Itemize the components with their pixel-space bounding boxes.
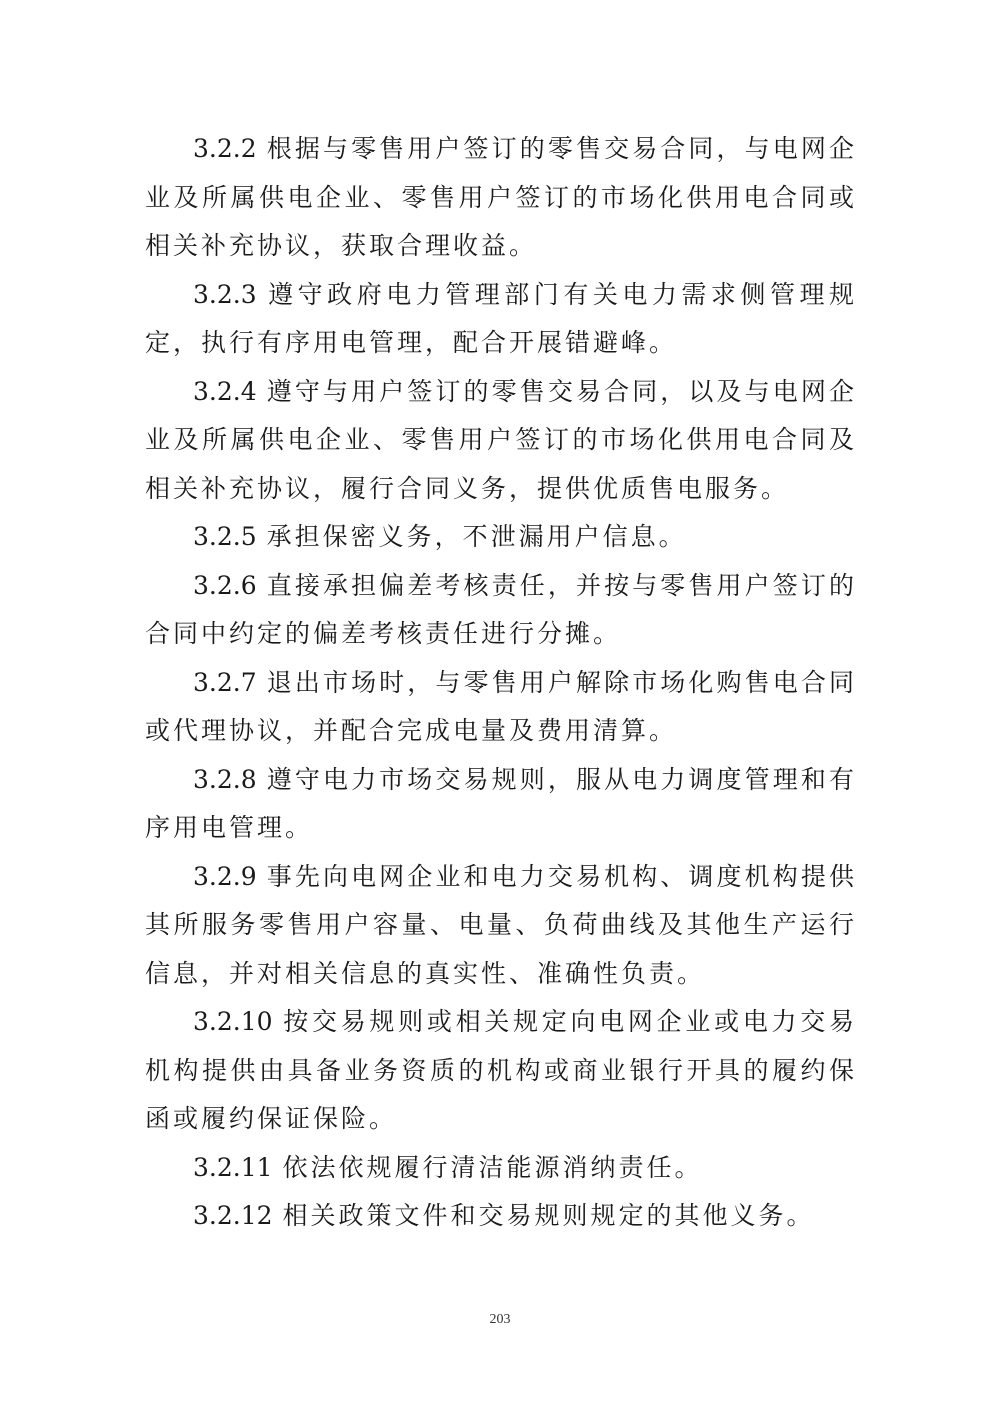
clause-3-2-6 — [145, 562, 857, 659]
clause-3-2-4 — [145, 368, 857, 514]
clause-number: 3.2.8 — [193, 764, 257, 794]
clause-3-2-5 — [145, 513, 857, 562]
clause-number: 3.2.9 — [193, 861, 257, 891]
clause-number: 3.2.10 — [193, 1007, 273, 1036]
clause-text: 遵守电力市场交易规则，服从电力调度管理和有序用电管理。 — [145, 764, 857, 842]
clause-text: 根据与零售用户签订的零售交易合同，与电网企业及所属供电企业、零售用户签订的市场化供用电合同或相关补充协议，获取合理收益。 — [145, 134, 857, 260]
clause-3-2-3 — [145, 271, 857, 368]
clause-text: 退出市场时，与零售用户解除市场化购售电合同或代理协议，并配合完成电量及费用清算。 — [145, 667, 857, 745]
clause-text: 按交易规则或相关规定向电网企业或电力交易机构提供由具备业务资质的机构或商业银行开具的履约保函或履约保证保险。 — [145, 1007, 857, 1133]
clause-3-2-11 — [145, 1144, 857, 1193]
clause-3-2-12 — [145, 1192, 857, 1241]
clause-3-2-7 — [145, 659, 857, 756]
clause-number: 3.2.3 — [193, 279, 257, 309]
page-number: 203 — [489, 1312, 511, 1327]
clause-3-2-8 — [145, 756, 857, 853]
clause-3-2-2 — [145, 125, 857, 271]
clause-text: 承担保密义务，不泄漏用户信息。 — [266, 522, 687, 551]
clause-text: 依法依规履行清洁能源消纳责任。 — [282, 1152, 703, 1182]
clause-text: 事先向电网企业和电力交易机构、调度机构提供其所服务零售用户容量、电量、负荷曲线及其他生产运行信息，并对相关信息的真实性、准确性负责。 — [145, 861, 857, 988]
clause-text: 相关政策文件和交易规则规定的其他义务。 — [282, 1201, 815, 1230]
clause-3-2-10 — [145, 998, 857, 1144]
clause-text: 遵守政府电力管理部门有关电力需求侧管理规定，执行有序用电管理，配合开展错避峰。 — [145, 279, 857, 357]
clause-number: 3.2.4 — [193, 376, 257, 406]
clause-3-2-9 — [145, 853, 857, 999]
clause-list — [145, 125, 857, 1241]
clause-number: 3.2.11 — [193, 1152, 273, 1182]
clause-number: 3.2.7 — [193, 667, 257, 697]
clause-number: 3.2.12 — [193, 1201, 273, 1230]
clause-number: 3.2.2 — [193, 134, 257, 163]
clause-number: 3.2.5 — [193, 522, 257, 551]
clause-text: 遵守与用户签订的零售交易合同，以及与电网企业及所属供电企业、零售用户签订的市场化供用电合同及相关补充协议，履行合同义务，提供优质售电服务。 — [145, 376, 857, 503]
clause-text: 直接承担偏差考核责任，并按与零售用户签订的合同中约定的偏差考核责任进行分摊。 — [145, 570, 857, 648]
clause-number: 3.2.6 — [193, 570, 257, 600]
